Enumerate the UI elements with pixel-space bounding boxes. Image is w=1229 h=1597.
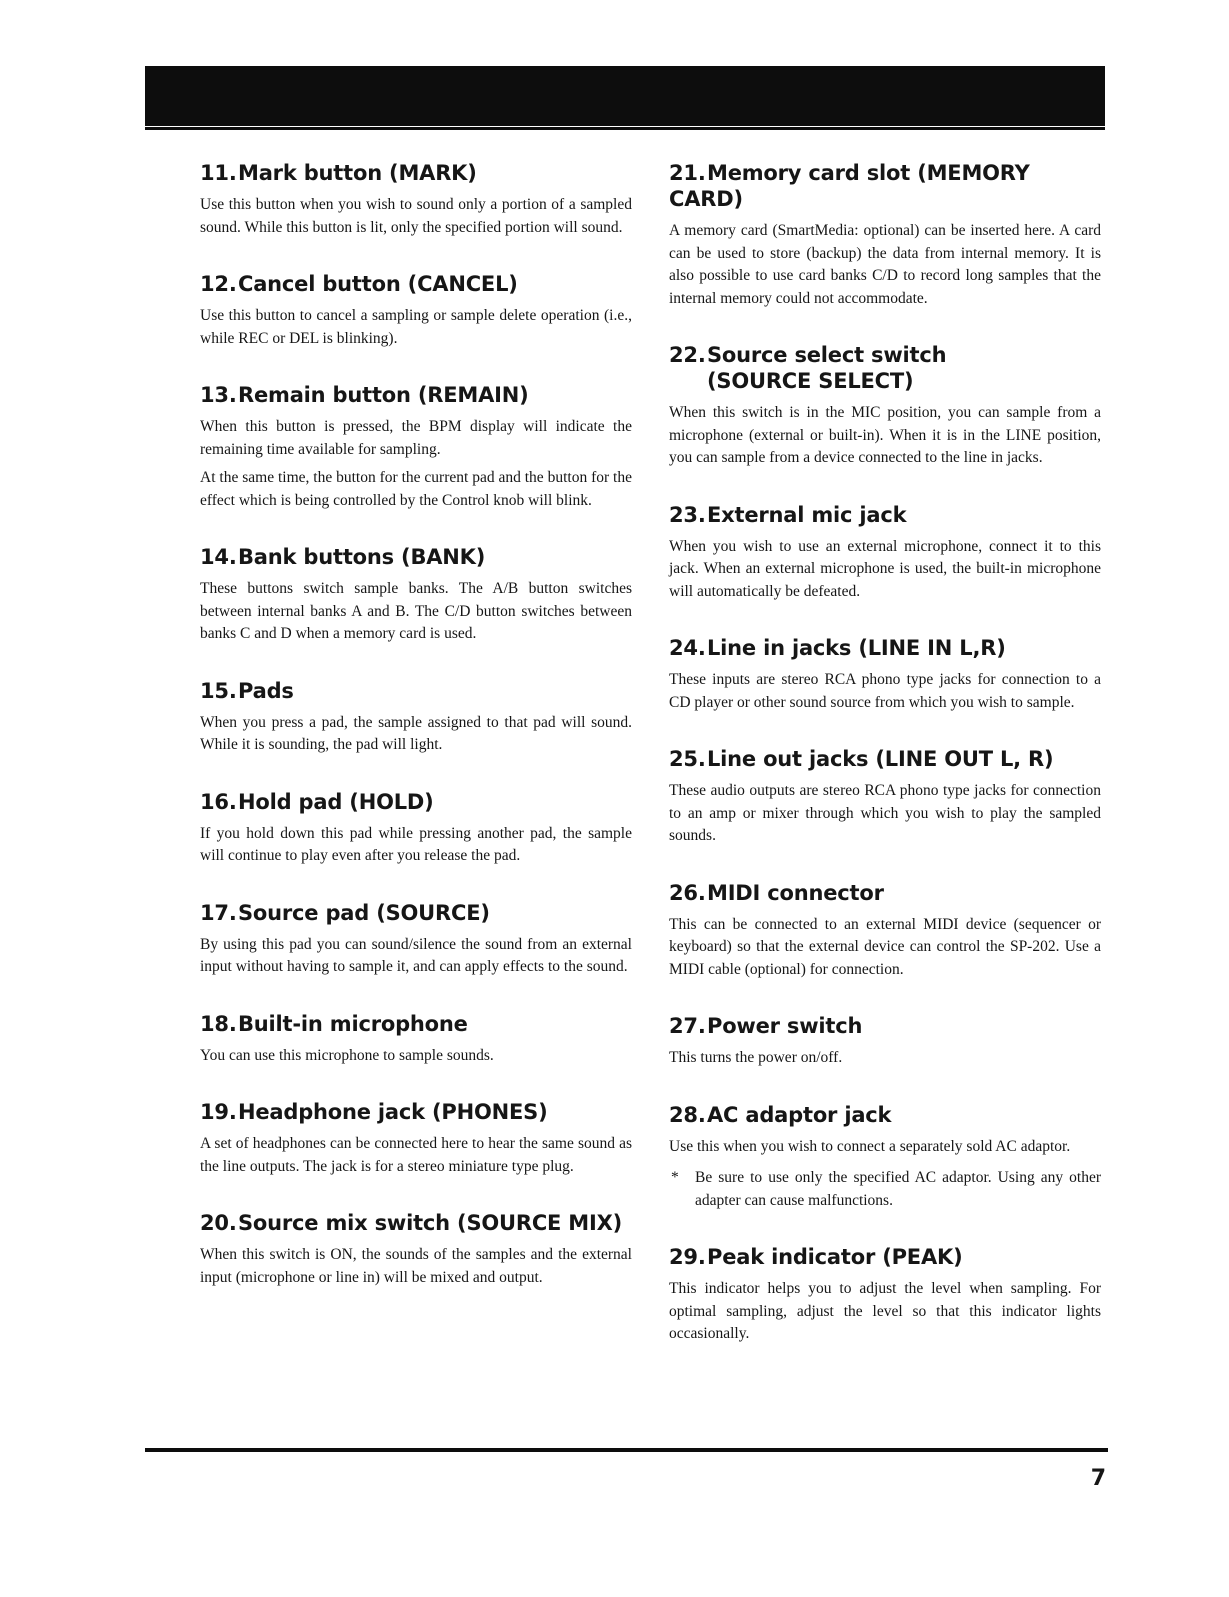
section-heading: 11.Mark button (MARK) <box>200 161 477 185</box>
section-heading: 27.Power switch <box>669 1014 863 1038</box>
section-26 <box>669 880 1101 982</box>
section-19 <box>200 1099 632 1178</box>
section-15 <box>200 678 632 757</box>
section-11 <box>200 160 632 239</box>
section-text: A set of headphones can be connected here to hear the same sound as the line outputs. The jack is for a stereo miniature type plug. <box>200 1135 632 1175</box>
section-text: When this button is pressed, the BPM display will indicate the remaining time available for sampling. <box>200 418 632 458</box>
section-text: When this switch is in the MIC position, you can sample from a microphone (external or built-in). When it is in the LINE position, you can sample from a device connected to the line in jacks. <box>669 404 1101 466</box>
caution-note <box>669 1167 1101 1212</box>
section-heading: 21.Memory card slot (MEMORY CARD) <box>669 161 1030 211</box>
section-text: These audio outputs are stereo RCA phono type jacks for connection to an amp or mixer through which you wish to play the sampled sounds. <box>669 782 1101 844</box>
section-20 <box>200 1210 632 1289</box>
section-28 <box>669 1102 1101 1213</box>
section-heading: 29.Peak indicator (PEAK) <box>669 1245 963 1269</box>
section-text: These inputs are stereo RCA phono type jacks for connection to a CD player or other sound source from which you wish to sample. <box>669 671 1101 711</box>
header-bar <box>145 66 1105 126</box>
section-text: These buttons switch sample banks. The A/B button switches between internal banks A and B. The C/D button switches between banks C and D when a memory card is used. <box>200 580 632 642</box>
section-23 <box>669 502 1101 604</box>
section-25 <box>669 746 1101 848</box>
section-text: Use this button to cancel a sampling or sample delete operation (i.e., while REC or DEL is blinking). <box>200 307 632 347</box>
section-heading: 23.External mic jack <box>669 502 907 527</box>
section-27 <box>669 1013 1101 1070</box>
section-text: By using this pad you can sound/silence the sound from an external input without having to sample it, and can apply effects to the sound. <box>200 935 632 975</box>
section-heading: 26.MIDI connector <box>669 880 884 905</box>
page-number: 7 <box>1090 1466 1106 1491</box>
section-heading: 25.Line out jacks (LINE OUT L, R) <box>669 747 1054 771</box>
section-heading: 14.Bank buttons (BANK) <box>200 545 486 569</box>
section-text: This indicator helps you to adjust the level when sampling. For optimal sampling, adjust the level so that this indicator lights occasionally. <box>669 1280 1101 1342</box>
section-text: You can use this microphone to sample sounds. <box>200 1046 494 1064</box>
section-heading: 17.Source pad (SOURCE) <box>200 900 490 925</box>
asterisk-icon: * <box>671 1169 679 1186</box>
section-13 <box>200 382 632 512</box>
left-column <box>200 160 632 1289</box>
right-column <box>669 160 1101 1346</box>
section-heading: 19.Headphone jack (PHONES) <box>200 1100 548 1124</box>
section-heading: 15.Pads <box>200 678 294 703</box>
section-heading: 24.Line in jacks (LINE IN L,R) <box>669 636 1006 660</box>
section-heading: 18.Built-in microphone <box>200 1011 468 1036</box>
section-text: When you press a pad, the sample assigned to that pad will sound. While it is sounding, the pad will light. <box>200 713 632 753</box>
caution-note-text: Be sure to use only the specified AC adaptor. Using any other adapter can cause malfunctions. <box>695 1169 1101 1209</box>
section-text: When this switch is ON, the sounds of the samples and the external input (microphone or line in) will be mixed and output. <box>200 1246 632 1286</box>
section-17 <box>200 900 632 979</box>
section-heading: 16.Hold pad (HOLD) <box>200 789 434 814</box>
section-text: When you wish to use an external microphone, connect it to this jack. When an external microphone is used, the built-in microphone will automatically be defeated. <box>669 537 1101 600</box>
section-text: A memory card (SmartMedia: optional) can be inserted here. A card can be used to store (backup) the data from internal memory. It is also possible to use card banks C/D to record long samples that the internal memory could not accommodate. <box>669 222 1101 307</box>
section-22 <box>669 342 1101 470</box>
section-heading: 28.AC adaptor jack <box>669 1102 892 1127</box>
section-heading: 12.Cancel button (CANCEL) <box>200 272 518 296</box>
section-text: Use this button when you wish to sound only a portion of a sampled sound. While this button is lit, only the specified portion will sound. <box>200 196 632 236</box>
section-heading: 22.Source select switch (SOURCE SELECT) <box>669 343 947 393</box>
section-21 <box>669 160 1101 310</box>
section-24 <box>669 635 1101 714</box>
section-text: Use this when you wish to connect a separately sold AC adaptor. <box>669 1137 1071 1155</box>
section-14 <box>200 544 632 646</box>
section-18 <box>200 1011 632 1068</box>
section-text: At the same time, the button for the current pad and the button for the effect which is being controlled by the Control knob will blink. <box>200 469 632 509</box>
section-12 <box>200 271 632 350</box>
section-heading: 13.Remain button (REMAIN) <box>200 383 529 407</box>
section-text: If you hold down this pad while pressing another pad, the sample will continue to play even after you release the pad. <box>200 824 632 864</box>
section-text: This turns the power on/off. <box>669 1049 843 1066</box>
footer-rule <box>145 1448 1108 1452</box>
section-29 <box>669 1244 1101 1346</box>
section-heading: 20.Source mix switch (SOURCE MIX) <box>200 1211 623 1235</box>
header-rule <box>145 127 1105 130</box>
section-text: This can be connected to an external MIDI device (sequencer or keyboard) so that the external device can control the SP-202. Use a MIDI cable (optional) for connection. <box>669 915 1101 978</box>
section-16 <box>200 789 632 868</box>
